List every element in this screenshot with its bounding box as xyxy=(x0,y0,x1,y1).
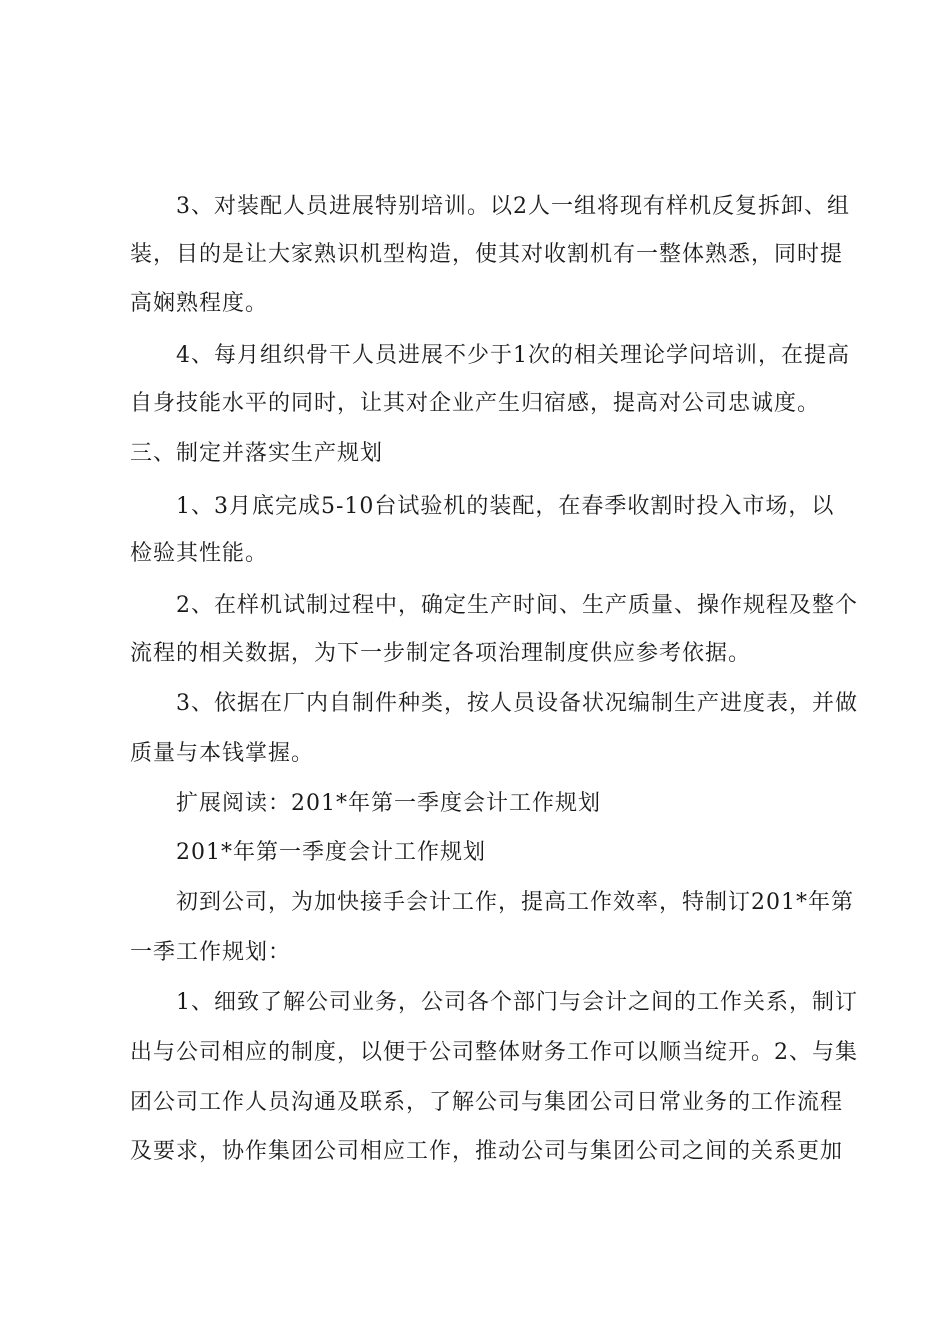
subsection-title: 201*年第一季度会计工作规划 xyxy=(130,840,486,865)
paragraph-line: 高娴熟程度。 xyxy=(130,291,269,316)
paragraph-line: 出与公司相应的制度，以便于公司整体财务工作可以顺当绽开。2、与集 xyxy=(130,1040,858,1065)
paragraph-line: 装，目的是让大家熟识机型构造，使其对收割机有一整体熟悉，同时提 xyxy=(130,242,844,267)
paragraph-line: 流程的相关数据，为下一步制定各项治理制度供应参考依据。 xyxy=(130,641,752,666)
extended-reading-line: 扩展阅读：201*年第一季度会计工作规划 xyxy=(130,791,601,816)
paragraph-line: 初到公司，为加快接手会计工作，提高工作效率，特制订201*年第 xyxy=(130,890,854,915)
paragraph-line: 1、3月底完成5-10台试验机的装配，在春季收割时投入市场，以 xyxy=(130,494,835,519)
paragraph-line: 及要求，协作集团公司相应工作，推动公司与集团公司之间的关系更加 xyxy=(130,1139,844,1164)
paragraph-line: 自身技能水平的同时，让其对企业产生归宿感，提高对公司忠诚度。 xyxy=(130,391,821,416)
paragraph-line: 1、细致了解公司业务，公司各个部门与会计之间的工作关系，制订 xyxy=(130,990,858,1015)
paragraph-line: 检验其性能。 xyxy=(130,541,269,566)
paragraph-line: 2、在样机试制过程中，确定生产时间、生产质量、操作规程及整个 xyxy=(130,593,858,618)
paragraph-line: 3、对装配人员进展特别培训。以2人一组将现有样机反复拆卸、组 xyxy=(130,194,850,219)
paragraph-line: 质量与本钱掌握。 xyxy=(130,741,315,766)
paragraph-line: 3、依据在厂内自制件种类，按人员设备状况编制生产进度表，并做 xyxy=(130,691,858,716)
section-heading: 三、制定并落实生产规划 xyxy=(130,441,384,466)
paragraph-line: 一季工作规划： xyxy=(130,940,292,965)
paragraph-line: 4、每月组织骨干人员进展不少于1次的相关理论学问培训，在提高 xyxy=(130,343,850,368)
paragraph-line: 团公司工作人员沟通及联系，了解公司与集团公司日常业务的工作流程 xyxy=(130,1090,844,1115)
